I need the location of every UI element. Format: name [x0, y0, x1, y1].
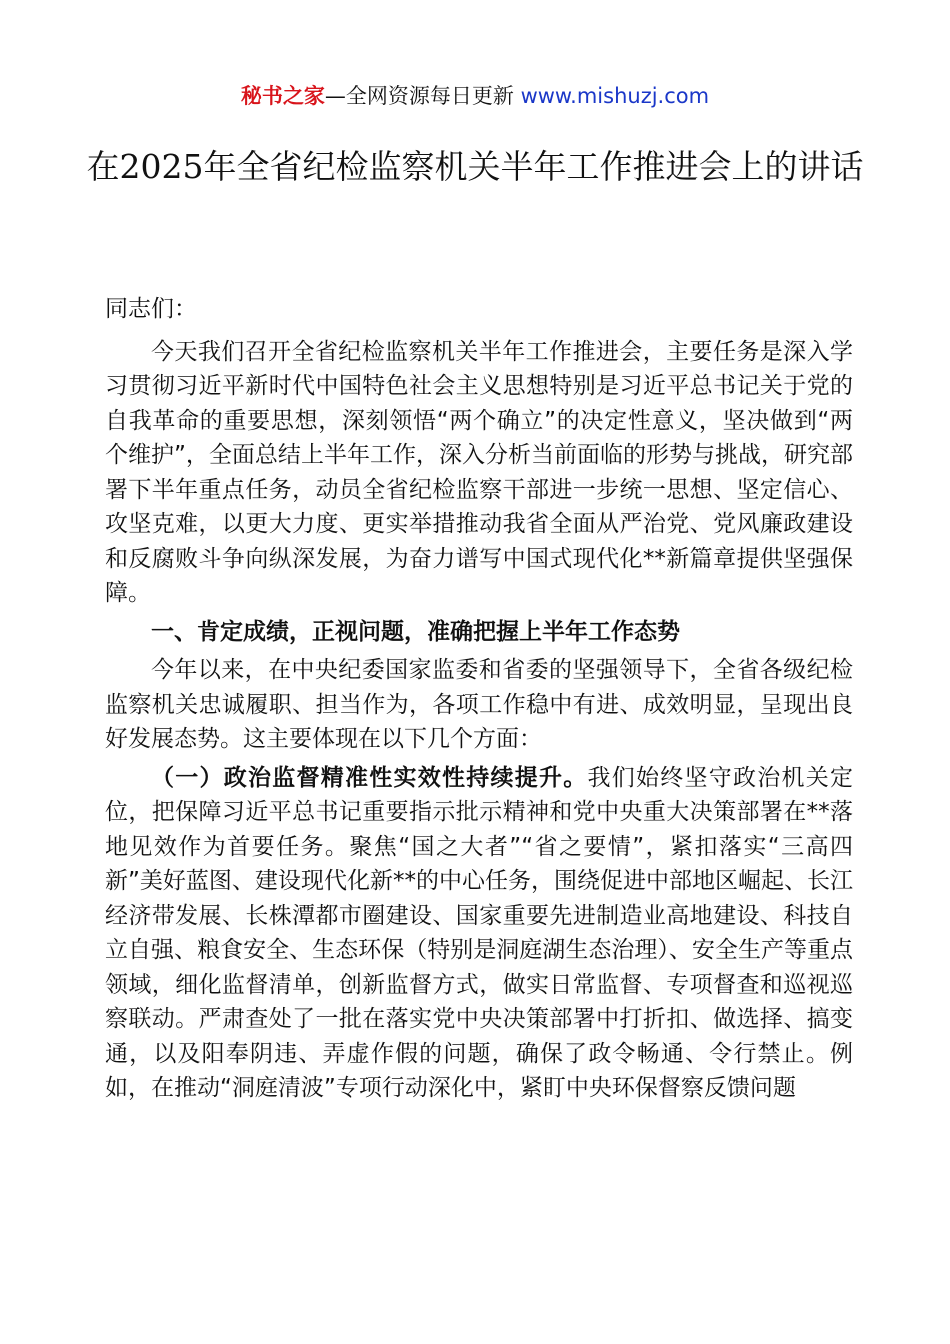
- document-title: 在2025年全省纪检监察机关半年工作推进会上的讲话: [86, 147, 864, 186]
- site-tagline: —全网资源每日更新: [324, 84, 521, 108]
- document-body: [105, 292, 853, 1106]
- subsection-paragraph: [105, 761, 853, 1106]
- subsection-body: 我们始终坚守政治机关定位，把保障习近平总书记重要指示批示精神和党中央重大决策部署在**落地见效作为首要任务。聚焦“国之大者”“省之要情”，紧扣落实“三高四新”美好蓝图、建设现代化新**的中心任务，围绕促进中部地区崛起、长江经济带发展、长株潭都市圈建设、国家重要先进制造业高地建设、科技自立自强、粮食安全、生态环保（特别是洞庭湖生态治理）、安全生产等重点领域，细化监督清单，创新监督方式，做实日常监督、专项督查和巡视巡察联动。严肃查处了一批在落实党中央决策部署中打折扣、做选择、搞变通，以及阳奉阴违、弄虚作假的问题，确保了政令畅通、令行禁止。例如，在推动“洞庭清波”专项行动深化中，紧盯中央环保督察反馈问题: [105, 764, 853, 1101]
- site-banner: [0, 80, 950, 112]
- subsection-lead: （一）政治监督精准性实效性持续提升。: [151, 764, 588, 791]
- section-heading: 一、肯定成绩，正视问题，准确把握上半年工作态势: [151, 618, 680, 645]
- salutation: 同志们：: [105, 296, 197, 322]
- site-brand: 秘书之家: [240, 84, 325, 108]
- section-paragraph: 今年以来，在中央纪委国家监委和省委的坚强领导下，全省各级纪检监察机关忠诚履职、担当作为，各项工作稳中有进、成效明显，呈现出良好发展态势。这主要体现在以下几个方面：: [105, 657, 853, 752]
- intro-paragraph: 今天我们召开全省纪检监察机关半年工作推进会，主要任务是深入学习贯彻习近平新时代中国特色社会主义思想特别是习近平总书记关于党的自我革命的重要思想，深刻领悟“两个确立”的决定性意义，坚决做到“两个维护”，全面总结上半年工作，深入分析当前面临的形势与挑战，研究部署下半年重点任务，动员全省纪检监察干部进一步统一思想、坚定信心、攻坚克难，以更大力度、更实举措推动我省全面从严治党、党风廉政建设和反腐败斗争向纵深发展，为奋力谱写中国式现代化**新篇章提供坚强保障。: [105, 338, 853, 606]
- site-url-link[interactable]: www.mishuzj.com: [520, 84, 710, 108]
